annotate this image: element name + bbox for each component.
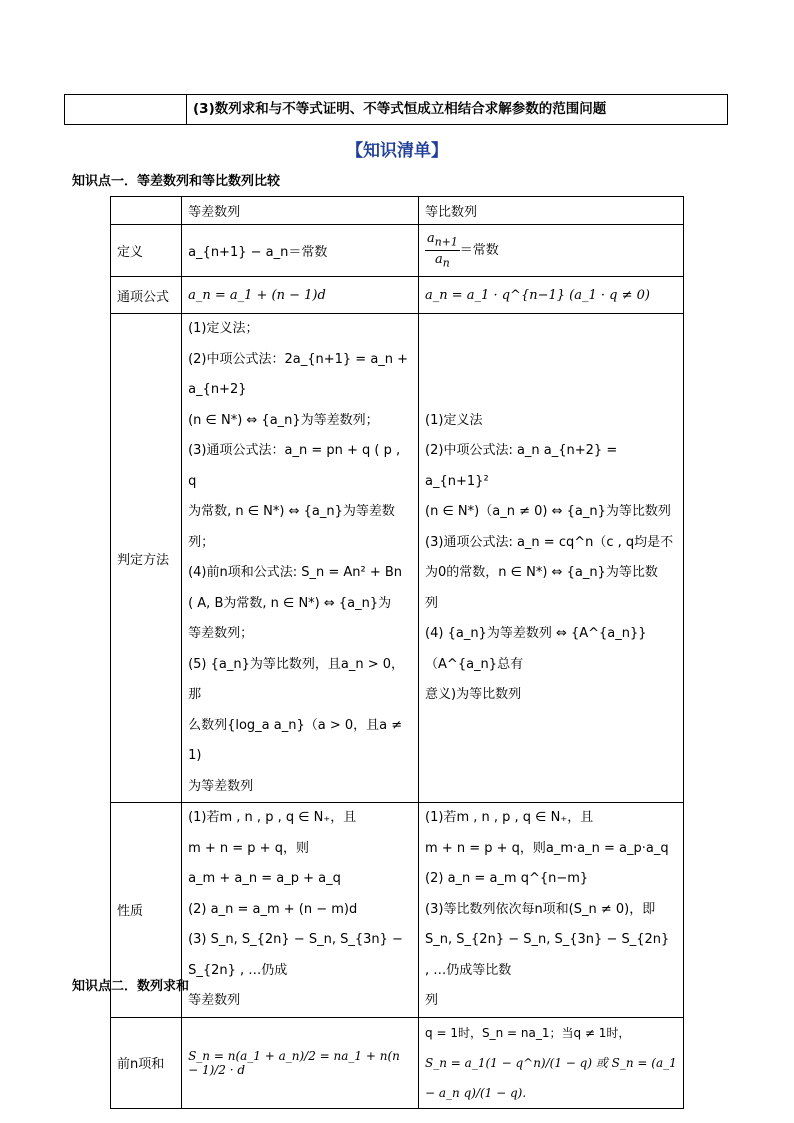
- table-header-row: [111, 197, 684, 225]
- section-title: 【知识清单】: [346, 141, 448, 161]
- criteria-arith-line: (5) {a_n}为等比数列，且a_n > 0，那: [188, 656, 405, 702]
- definition-geometric: [419, 225, 684, 277]
- header-empty-cell: [111, 197, 182, 225]
- criteria-arith-line: 为等差数列: [188, 778, 254, 794]
- criteria-arithmetic: [182, 314, 419, 803]
- criteria-arith-line: (n ∈ N*) ⇔ {a_n}为等差数列；: [188, 412, 379, 428]
- definition-geometric-constant: ＝常数: [459, 243, 499, 258]
- criteria-arith-line: ( A, B为常数, n ∈ N*) ⇔ {a_n}为: [188, 595, 392, 611]
- top-row-table: [64, 94, 728, 125]
- partial-sum-geo-line: S_n = a_1(1 − q^n)/(1 − q) 或 S_n = (a_1 − a_n q)/(1 − q).: [425, 1055, 677, 1100]
- properties-geo-line: (2) a_n = a_m q^{n−m}: [425, 871, 589, 886]
- general-term-geometric: a_n = a_1 · q^{n−1} (a_1 · q ≠ 0): [419, 277, 684, 314]
- criteria-arith-line: (1)定义法；: [188, 321, 259, 336]
- properties-arithmetic: [182, 803, 419, 1018]
- criteria-arith-line: (2)中项公式法：2a_{n+1} = a_n + a_{n+2}: [188, 351, 409, 397]
- properties-geometric: [419, 803, 684, 1018]
- criteria-geo-line: 意义)为等比数列: [425, 687, 522, 702]
- criteria-geo-line: 为0的常数，n ∈ N*) ⇔ {a_n}为等比数: [425, 565, 658, 580]
- partial-sum-geo-line: q = 1时，S_n = na_1；当q ≠ 1时，: [425, 1025, 631, 1040]
- row-label-partial-sum: 前n项和: [111, 1017, 182, 1108]
- criteria-arith-line: (3)通项公式法：a_n = pn + q ( p , q: [188, 443, 401, 489]
- properties-arith-line: a_m + a_n = a_p + a_q: [188, 871, 341, 886]
- row-label-definition: 定义: [111, 225, 182, 277]
- table-row: [111, 1017, 684, 1108]
- row-label-properties: 性质: [111, 803, 182, 1018]
- criteria-geometric: [419, 314, 684, 803]
- criteria-arith-line: 等差数列；: [188, 626, 254, 641]
- partial-sum-arithmetic: S_n = n(a_1 + a_n)/2 = na_1 + n(n − 1)/2 · d: [182, 1017, 419, 1108]
- knowledge-point-2-heading: 知识点二．数列求和: [72, 979, 190, 994]
- header-arithmetic: 等差数列: [182, 197, 419, 225]
- criteria-arith-line: 为常数, n ∈ N*) ⇔ {a_n}为等差数: [188, 504, 395, 519]
- criteria-geo-line: (4) {a_n}为等差数列 ⇔ {A^{a_n}}（A^{a_n}总有: [425, 626, 647, 672]
- properties-geo-line: 列: [425, 993, 439, 1008]
- properties-arith-line: 等差数列: [188, 993, 241, 1008]
- properties-arith-line: (3) S_n, S_{2n} − S_n, S_{3n} − S_{2n} , …仍成: [188, 932, 403, 978]
- criteria-geo-line: (2)中项公式法: a_n a_{n+2} = a_{n+1}²: [425, 443, 618, 489]
- criteria-arith-line: (4)前n项和公式法: S_n = An² + Bn: [188, 565, 403, 580]
- criteria-geo-line: (3)通项公式法: a_n = cq^n（c , q均是不: [425, 534, 674, 550]
- table-row: [111, 803, 684, 1018]
- row-label-criteria: 判定方法: [111, 314, 182, 803]
- general-term-arithmetic: a_n = a_1 + (n − 1)d: [182, 277, 419, 314]
- knowledge-point-1-heading: 知识点一．等差数列和等比数列比较: [72, 174, 281, 189]
- row-label-general-term: 通项公式: [111, 277, 182, 314]
- comparison-table: [110, 196, 684, 1109]
- partial-sum-geometric: [419, 1017, 684, 1108]
- criteria-arith-line: 么数列{log_a a_n}（a > 0，且a ≠ 1): [188, 717, 403, 763]
- table-row: [111, 277, 684, 314]
- header-geometric: 等比数列: [419, 197, 684, 225]
- table-row: [111, 314, 684, 803]
- properties-arith-line: (1)若m , n , p , q ∈ N₊，且: [188, 810, 357, 825]
- definition-arithmetic: a_{n+1} − a_n＝常数: [182, 225, 419, 277]
- properties-geo-line: m + n = p + q，则a_m·a_n = a_p·a_q: [425, 840, 669, 856]
- properties-geo-line: (1)若m , n , p , q ∈ N₊，且: [425, 810, 594, 825]
- properties-arith-line: m + n = p + q，则: [188, 840, 309, 856]
- properties-geo-line: S_n, S_{2n} − S_n, S_{3n} − S_{2n} , …仍成等比数: [425, 932, 670, 978]
- ratio-fraction: $\frac{a_{n+1}}{a_n}$: [427, 231, 458, 270]
- properties-arith-line: (2) a_n = a_m + (n − m)d: [188, 901, 358, 917]
- criteria-geo-line: (1)定义法: [425, 412, 483, 428]
- criteria-geo-line: (n ∈ N*)（a_n ≠ 0) ⇔ {a_n}为等比数列: [425, 504, 671, 519]
- criteria-arith-line: 列；: [188, 534, 215, 550]
- top-row-text: (3)数列求和与不等式证明、不等式恒成立相结合求解参数的范围问题: [193, 101, 607, 117]
- criteria-geo-line: 列: [425, 595, 439, 611]
- top-row-empty-cell: [65, 95, 187, 124]
- properties-geo-line: (3)等比数列依次每n项和(S_n ≠ 0)，即: [425, 901, 656, 917]
- table-row: [111, 225, 684, 277]
